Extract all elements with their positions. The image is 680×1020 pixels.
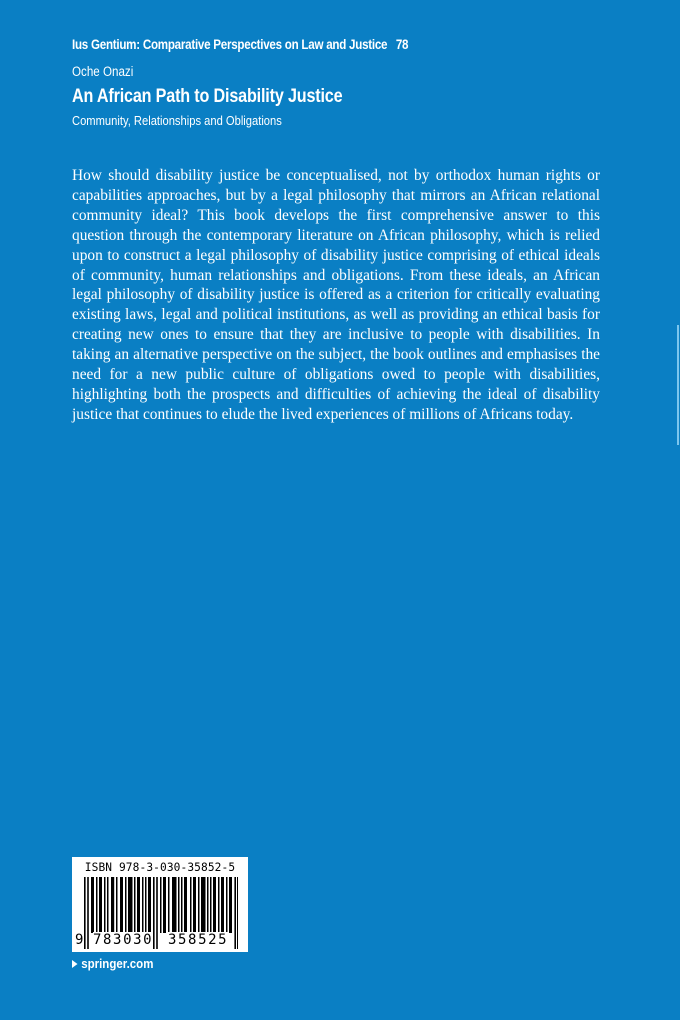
blurb-text: How should disability justice be conceptualised, not by orthodox human rights or capabilities approaches, but by a legal philosophy that mirrors an African relational community ideal? This book develops the first comprehensive answer to this question through the contemporary literature on African philosophy, which is relied upon to construct a legal philosophy of disability justice comprising of ethical ideals of community, human relationships and obligations. From these ideals, an African legal philosophy of disability justice is offered as a criterion for critically evaluating existing laws, legal and political institutions, as well as providing an ethical basis for creating new ones to ensure that they are inclusive to people with disabilities. In taking an alternative perspective on the subject, the book outlines and emphasises the need for a new public culture of obligations owed to people with disabilities, highlighting both the prospects and difficulties of achieving the ideal of disability justice that continues to elude the lived experiences of millions of Africans today.: [72, 167, 600, 423]
isbn-barcode: [72, 857, 248, 952]
barcode-digit-first: 9: [75, 932, 84, 948]
author-name: Oche Onazi: [72, 64, 134, 79]
edge-line-decoration: [677, 325, 679, 445]
book-subtitle: Community, Relationships and Obligations: [72, 113, 282, 128]
springer-link[interactable]: [72, 957, 153, 971]
isbn-label: ISBN 978-3-030-35852-5: [84, 861, 236, 874]
springer-link-label: springer.com: [81, 957, 154, 971]
series-name: Ius Gentium: Comparative Perspectives on Law and Justice: [72, 37, 388, 52]
series-volume: 78: [395, 37, 409, 52]
triangle-right-icon: [72, 960, 78, 968]
barcode-digits-left: 783030: [93, 932, 154, 948]
barcode-digits-right: 358525: [168, 932, 229, 948]
series-line: [72, 37, 408, 52]
book-title: An African Path to Disability Justice: [72, 86, 343, 107]
